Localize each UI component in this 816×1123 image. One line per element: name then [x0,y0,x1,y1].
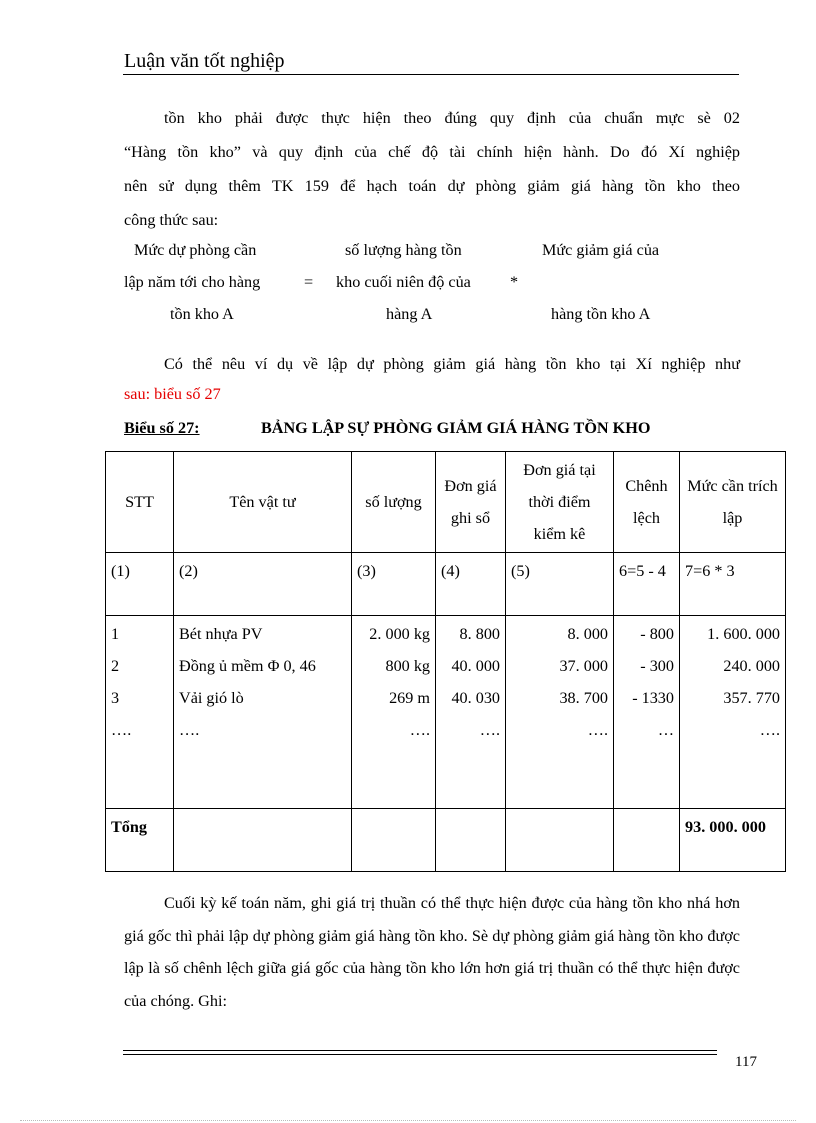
closing-text: Cuối kỳ kế toán năm, ghi giá trị thuần có thể thực hiện được của hàng tồn kho nhá hơn giá gốc thì phải lập dự phòng giảm giá hàng tồn kho. Sè dự phòng giảm giá hàng tồn kho được lập là số chênh lệch giữa giá gốc của hàng tồn kho lớn hơn giá trị thuần có thể thực hiện được của chóng. Ghi: [124,894,740,1010]
amount-value: 240. 000 [723,657,780,675]
page-number: 117 [735,1054,757,1070]
formula-left-2: lập năm tới cho hàng [124,273,261,291]
amount-cell [680,616,786,809]
stt-value: 2 [111,657,120,675]
count-price-value: 38. 700 [559,689,608,707]
difference-value: - 800 [640,625,674,643]
item-name: Bét nhựa PV [179,625,263,643]
quantity-value: …. [409,721,430,739]
stt-cell [106,616,174,809]
formula-equals-sign: = [304,273,314,291]
footer-rule [123,1054,717,1055]
count-price-cell [506,616,614,809]
total-label: Tổng [106,809,174,872]
empty-cell [614,809,680,872]
intro-line: tồn kho phải được thực hiện theo đúng quy định của chuẩn mực sè 02 [164,109,740,127]
header-stt: STT [106,452,174,553]
closing-paragraph [124,887,740,1017]
table-header-row [106,452,786,553]
difference-value: - 1330 [632,689,674,707]
header-difference: Chênh lệch [614,452,680,553]
difference-cell [614,616,680,809]
table-total-row [106,809,786,872]
quantity-value: 800 kg [385,657,430,675]
footer-rule [123,1050,717,1051]
example-line: Có thể nêu ví dụ về lập dự phòng giảm giá hàng tồn kho tại Xí nghiệp như [164,355,740,373]
total-value: 93. 000. 000 [680,809,786,872]
table-title: BẢNG LẬP SỰ PHÒNG GIẢM GIÁ HÀNG TỒN KHO [261,419,651,437]
stt-value: 1 [111,625,120,643]
name-cell [174,616,352,809]
page-edge-divider [20,1120,796,1121]
count-price-value: 37. 000 [559,657,608,675]
quantity-value: 2. 000 kg [369,625,430,643]
formula-right-2: hàng tồn kho A [551,305,651,323]
count-price-value: 8. 000 [567,625,608,643]
formula-left-3: tồn kho A [170,305,234,323]
code-cell: 6=5 - 4 [614,553,680,616]
formula-middle-1: số lượng hàng tồn [345,241,462,259]
empty-cell [352,809,436,872]
code-cell: (1) [106,553,174,616]
formula-middle-3: hàng A [386,305,433,323]
formula-middle-2: kho cuối niên độ của [336,273,471,291]
amount-value: 357. 770 [723,689,780,707]
quantity-value: 269 m [389,689,430,707]
code-cell: 7=6 * 3 [680,553,786,616]
amount-value: …. [759,721,780,739]
inventory-provision-table [105,451,786,872]
header-rule [123,74,739,75]
table-caption [124,419,651,438]
item-name: Vải gió lò [179,689,244,707]
intro-line: nên sử dụng thêm TK 159 để hạch toán dự phòng giảm giá hàng tồn kho theo [124,177,740,195]
empty-cell [506,809,614,872]
header-amount: Mức cần trích lập [680,452,786,553]
difference-value: … [657,721,674,739]
header-name: Tên vật tư [174,452,352,553]
code-cell: (2) [174,553,352,616]
intro-line: “Hàng tồn kho” và quy định của chế độ tài chính hiện hành. Do đó Xí nghiệp [124,143,740,161]
header-book-price: Đơn giá ghi sổ [436,452,506,553]
intro-line: công thức sau: [124,211,219,229]
example-paragraph [124,349,740,409]
code-cell: (5) [506,553,614,616]
document-header-title: Luận văn tốt nghiệp [124,50,285,72]
book-price-value: 40. 000 [451,657,500,675]
header-count-price: Đơn giá tại thời điểm kiểm kê [506,452,614,553]
formula-right-1: Mức giảm giá của [542,241,660,259]
table-data-row [106,616,786,809]
count-price-value: …. [587,721,608,739]
book-price-value: 40. 030 [451,689,500,707]
header-quantity: số lượng [352,452,436,553]
quantity-cell [352,616,436,809]
empty-cell [174,809,352,872]
stt-value: 3 [111,689,120,707]
example-line-highlight: sau: biểu số 27 [124,385,221,403]
empty-cell [436,809,506,872]
item-name: Đồng ủ mềm Φ 0, 46 [179,657,316,675]
book-price-value: 8. 800 [459,625,500,643]
code-cell: (3) [352,553,436,616]
book-price-cell [436,616,506,809]
formula-left-1: Mức dự phòng cần [134,241,257,259]
stt-value: …. [111,721,132,739]
formula-multiply-sign: * [510,273,519,291]
code-cell: (4) [436,553,506,616]
item-name: …. [179,721,200,739]
intro-paragraph [124,101,740,237]
table-code-row [106,553,786,616]
difference-value: - 300 [640,657,674,675]
table-label: Biểu số 27: [124,419,200,437]
book-price-value: …. [479,721,500,739]
amount-value: 1. 600. 000 [707,625,780,643]
